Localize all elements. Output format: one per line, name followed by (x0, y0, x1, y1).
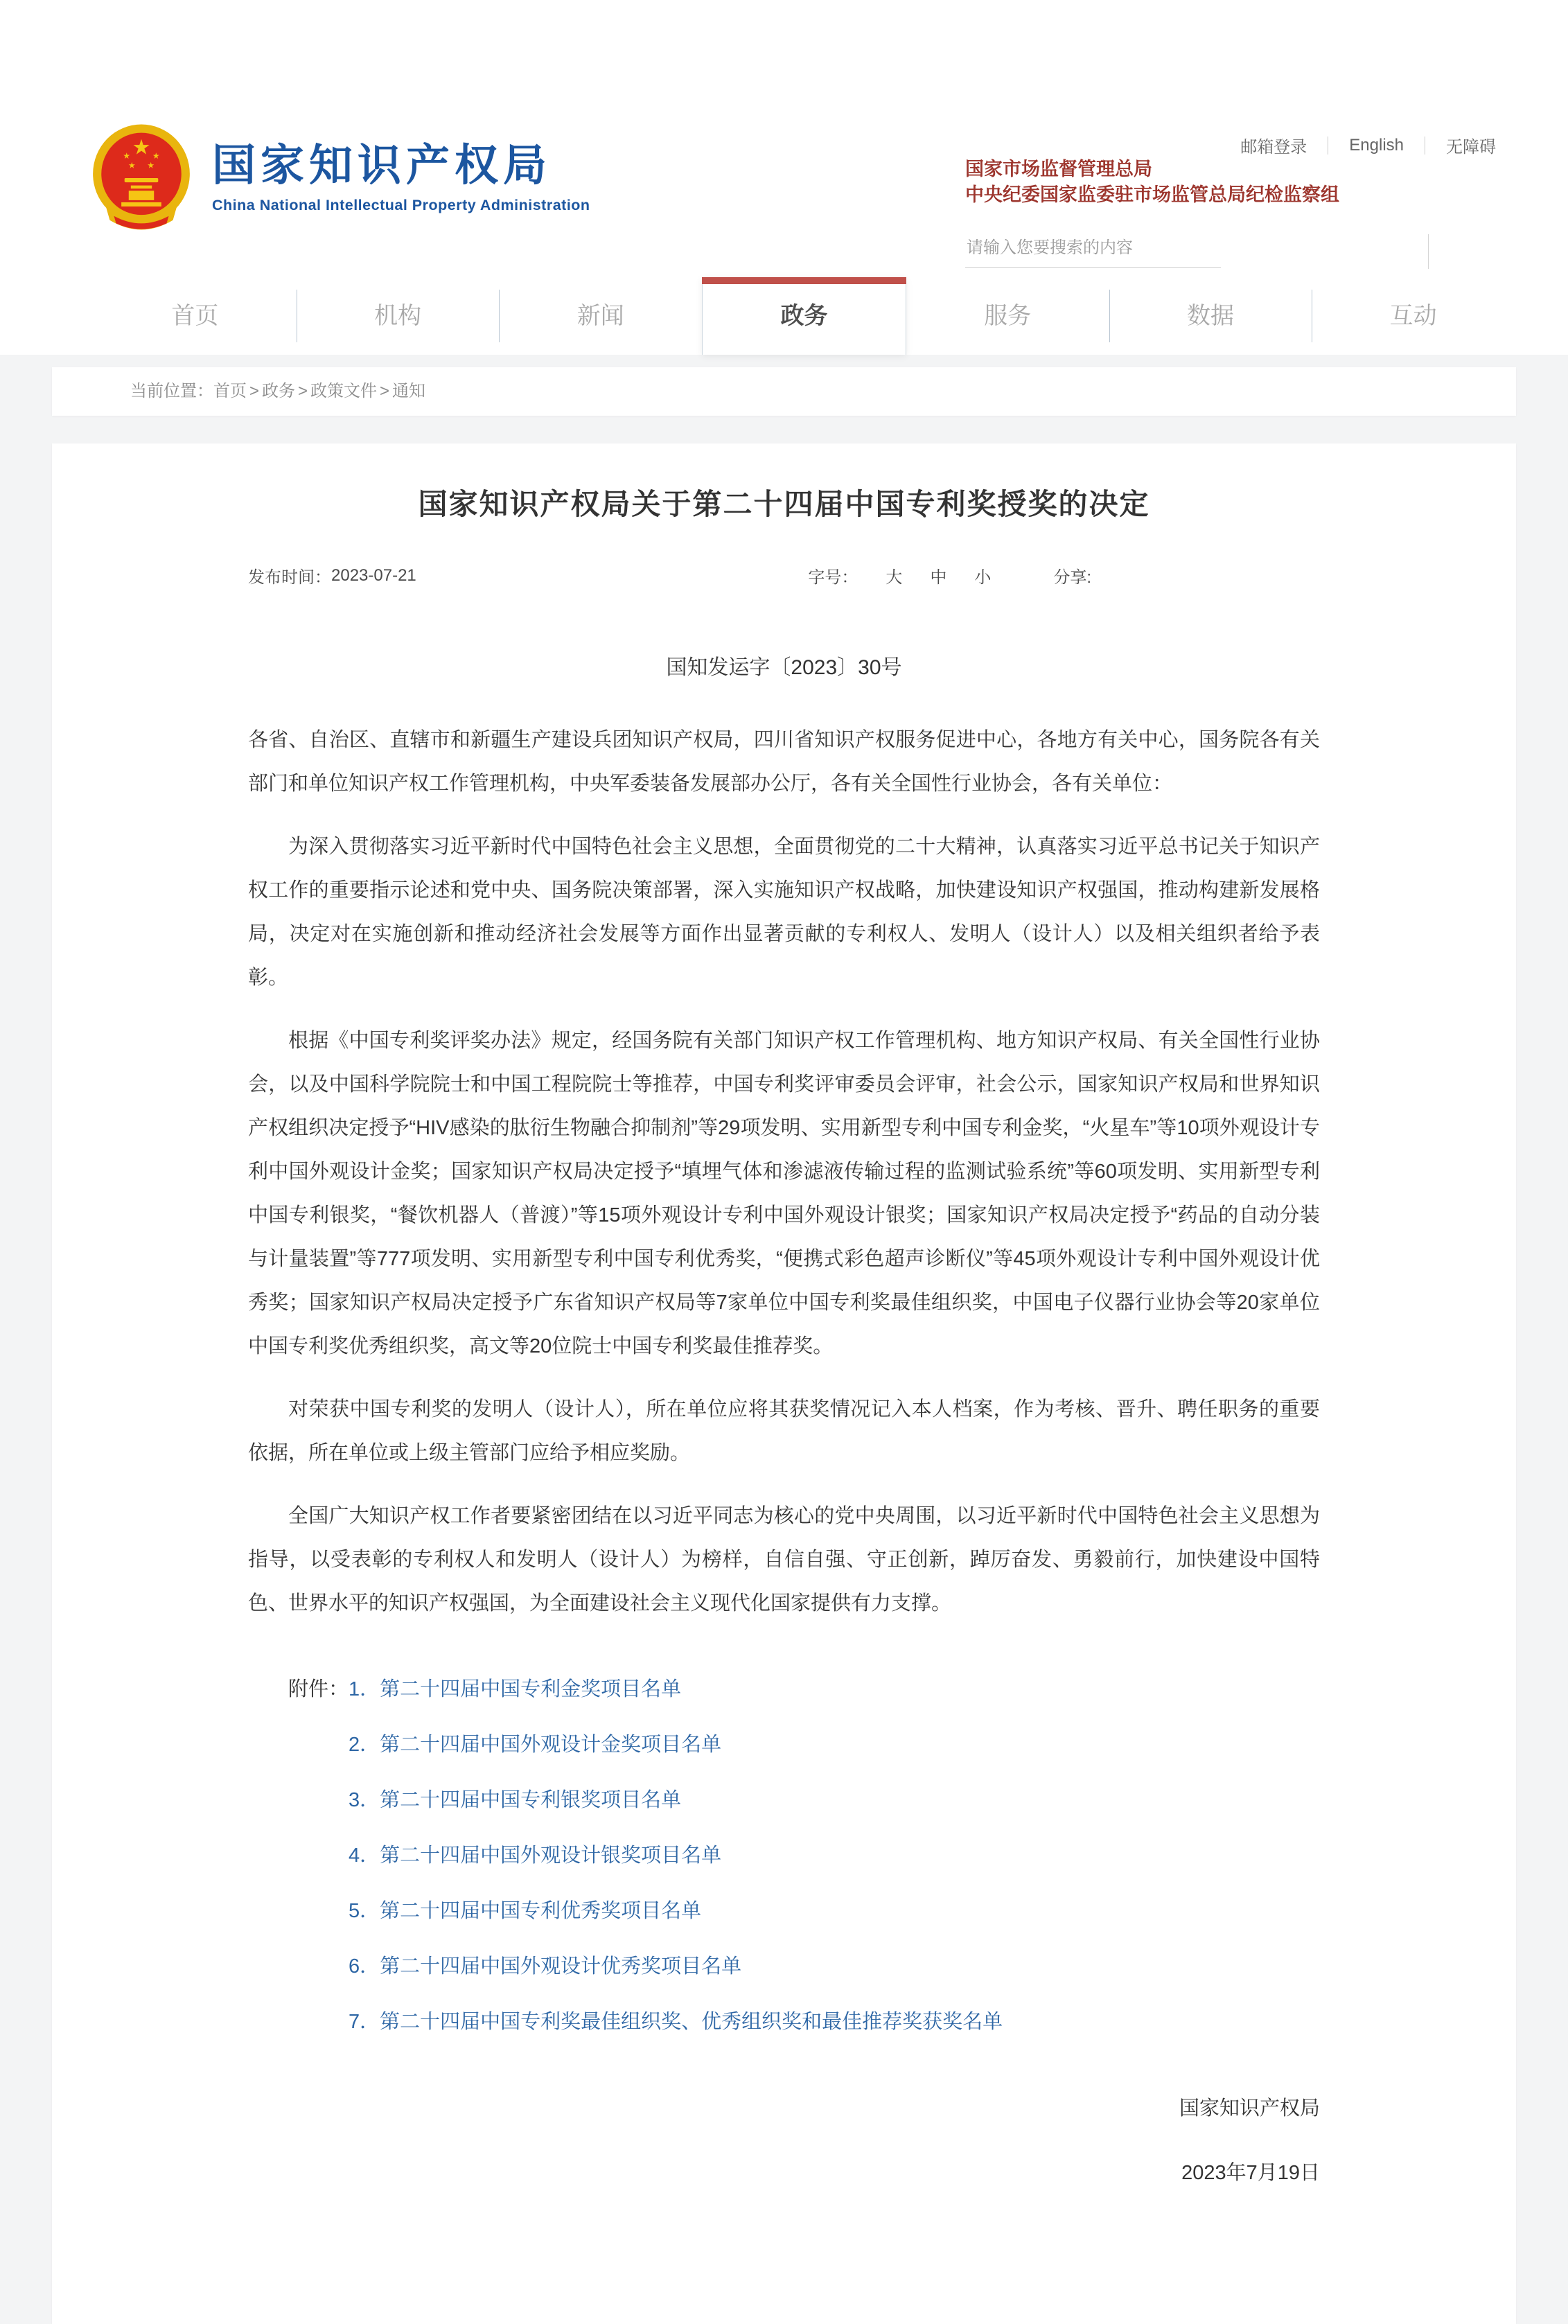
breadcrumb-government-affairs[interactable]: 政务 (262, 382, 296, 400)
breadcrumb-separator: > (249, 382, 260, 400)
signature-block (248, 2093, 1320, 2185)
nav-item-government-affairs[interactable]: 政务 (702, 277, 906, 355)
font-size-label: 字号： (808, 568, 858, 587)
national-emblem-icon (89, 123, 194, 233)
publish-time-label: 发布时间： (248, 568, 331, 587)
font-size-small-button[interactable]: 小 (974, 568, 992, 587)
english-link[interactable]: English (1349, 135, 1404, 155)
attachment-link-1[interactable]: 1．第二十四届中国专利金奖项目名单 (349, 1678, 682, 1700)
attachment-row (248, 1772, 1320, 1828)
search-area (965, 234, 1516, 272)
discipline-inspection-link[interactable]: 中央纪委国家监委驻市场监管总局纪检监察组 (965, 184, 1339, 205)
breadcrumb-home[interactable]: 首页 (213, 382, 247, 400)
site-header (0, 0, 1568, 277)
page-title: 国家知识产权局关于第二十四届中国专利奖授奖的决定 (418, 488, 1150, 520)
attachment-link-4[interactable]: 4．第二十四届中国外观设计银奖项目名单 (349, 1845, 722, 1867)
search-input[interactable] (965, 234, 1221, 268)
attachment-row (248, 1828, 1320, 1883)
attachment-row (248, 1662, 1320, 1717)
paragraph: 根据《中国专利奖评奖办法》规定，经国务院有关部门知识产权工作管理机构、地方知识产权局、有关全国性行业协会，以及中国科学院院士和中国工程院院士等推荐，中国专利奖评审委员会评审，社会公示，国家知识产权局和世界知识产权组织决定授予“HIV感染的肽衍生物融合抑制剂”等29项发明、实用新型专利中国专利金奖，“火星车”等10项外观设计专利中国外观设计金奖；国家知识产权局决定授予“填埋气体和渗滤液传输过程的监测试验系统”等60项发明、实用新型专利中国专利银奖，“餐饮机器人（普渡）”等15项外观设计专利中国外观设计银奖；国家知识产权局决定授予“药品的自动分装与计量装置”等777项发明、实用新型专利中国专利优秀奖，“便携式彩色超声诊断仪”等45项外观设计专利中国外观设计优秀奖；国家知识产权局决定授予广东省知识产权局等7家单位中国专利奖最佳组织奖，中国电子仪器行业协会等20家单位中国专利奖优秀组织奖，高文等20位院士中国专利奖最佳推荐奖。 (248, 1030, 1320, 1357)
attachments-list (248, 1662, 1320, 2050)
samr-link[interactable]: 国家市场监督管理总局 (965, 159, 1152, 179)
logo-title: 国家知识产权局 (212, 141, 552, 190)
paragraph: 对荣获中国专利奖的发明人（设计人），所在单位应将其获奖情况记入本人档案，作为考核、晋升、聘任职务的重要依据，所在单位或上级主管部门应给予相应奖励。 (248, 1398, 1320, 1464)
attachment-link-2[interactable]: 2．第二十四届中国外观设计金奖项目名单 (349, 1734, 722, 1756)
breadcrumb-separator: > (298, 382, 308, 400)
site-logo[interactable] (89, 123, 590, 233)
divider (1428, 234, 1429, 269)
top-utility-links (1240, 133, 1496, 157)
breadcrumb-policy-documents[interactable]: 政策文件 (310, 382, 378, 400)
related-agency-links (965, 157, 1339, 208)
attachment-row (248, 1717, 1320, 1772)
attachment-link-6[interactable]: 6．第二十四届中国外观设计优秀奖项目名单 (349, 1955, 742, 1978)
paragraph: 全国广大知识产权工作者要紧密团结在以习近平同志为核心的党中央周围，以习近平新时代中国特色社会主义思想为指导，以受表彰的专利权人和发明人（设计人）为榜样，自信自强、守正创新，踔厉奋发、勇毅前行，加快建设中国特色、世界水平的知识产权强国，为全面建设社会主义现代化国家提供有力支撑。 (248, 1505, 1320, 1614)
main-nav (0, 277, 1568, 355)
logo-subtitle: China National Intellectual Property Administration (212, 197, 590, 214)
nav-item-interaction[interactable]: 互动 (1312, 277, 1515, 355)
article-body (248, 719, 1320, 1626)
nav-item-data[interactable]: 数据 (1109, 277, 1312, 355)
accessibility-link[interactable]: 无障碍 (1446, 138, 1496, 157)
nav-item-agency[interactable]: 机构 (297, 277, 500, 355)
document-number: 国知发运字〔2023〕30号 (666, 656, 902, 679)
paragraph-addressees: 各省、自治区、直辖市和新疆生产建设兵团知识产权局，四川省知识产权服务促进中心，各地方有关中心，国务院各有关部门和单位知识产权工作管理机构，中央军委装备发展部办公厅，各有关全国性行业协会，各有关单位： (248, 729, 1320, 795)
article-meta (248, 563, 1320, 588)
breadcrumb-label: 当前位置： (130, 382, 213, 400)
logo-text (212, 142, 590, 214)
nav-item-home[interactable]: 首页 (171, 303, 219, 329)
attachment-row (248, 1883, 1320, 1939)
publish-date: 2023-07-21 (331, 565, 416, 585)
attachment-row (248, 1939, 1320, 1994)
attachment-link-7[interactable]: 7．第二十四届中国专利奖最佳组织奖、优秀组织奖和最佳推荐奖获奖名单 (349, 2011, 1003, 2033)
attachment-link-3[interactable]: 3．第二十四届中国专利银奖项目名单 (349, 1789, 682, 1811)
font-size-large-button[interactable]: 大 (886, 568, 903, 587)
share-label: 分享: (1053, 568, 1091, 587)
signature-date: 2023年7月19日 (1181, 2162, 1320, 2184)
nav-item-services[interactable]: 服务 (984, 303, 1032, 329)
breadcrumb-separator: > (380, 382, 390, 400)
article-card (52, 443, 1516, 2324)
signature-issuer: 国家知识产权局 (1179, 2097, 1320, 2120)
font-size-medium-button[interactable]: 中 (930, 568, 947, 587)
attachment-link-5[interactable]: 5．第二十四届中国专利优秀奖项目名单 (349, 1900, 702, 1922)
breadcrumb (52, 367, 1516, 416)
breadcrumb-notice[interactable]: 通知 (392, 382, 426, 400)
attachments-label: 附件： (288, 1678, 349, 1700)
font-size-controls (808, 563, 991, 588)
attachment-row (248, 1994, 1320, 2050)
paragraph: 为深入贯彻落实习近平新时代中国特色社会主义思想，全面贯彻党的二十大精神，认真落实习近平总书记关于知识产权工作的重要指示论述和党中央、国务院决策部署，深入实施知识产权战略，加快建设知识产权强国，推动构建新发展格局，决定对在实施创新和推动经济社会发展等方面作出显著贡献的专利权人、发明人（设计人）以及相关组织者给予表彰。 (248, 836, 1320, 989)
mail-login-link[interactable]: 邮箱登录 (1240, 138, 1307, 157)
nav-item-news[interactable]: 新闻 (499, 277, 702, 355)
